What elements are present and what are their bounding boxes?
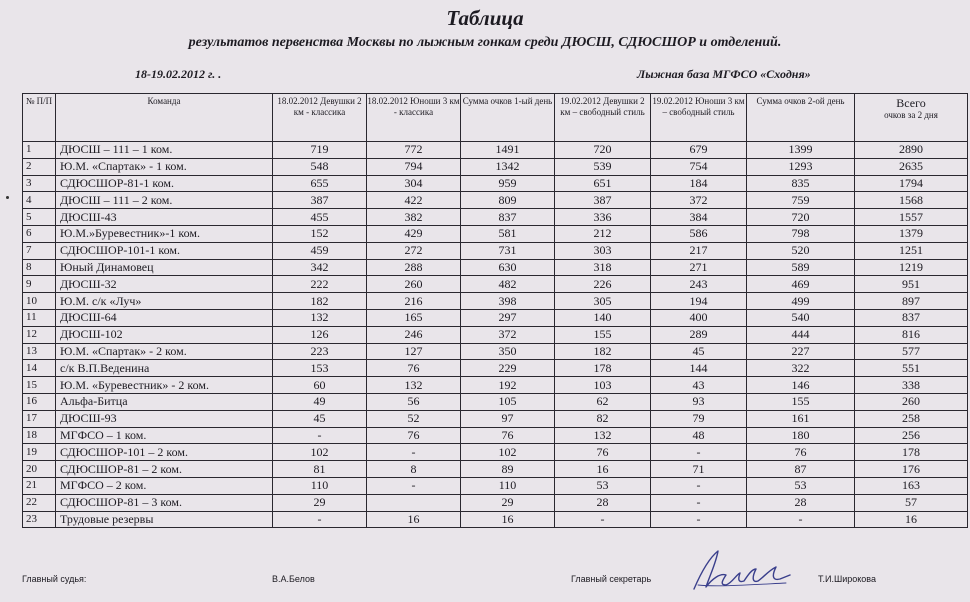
sum-day1-cell: 16 (461, 511, 555, 528)
day1-girls-cell: 60 (273, 377, 367, 394)
total-cell: 837 (855, 309, 968, 326)
sum-day1-cell: 350 (461, 343, 555, 360)
table-row (23, 461, 968, 478)
day2-boys-cell: - (651, 477, 747, 494)
team-name-cell: МГФСО – 2 ком. (56, 477, 273, 494)
day2-boys-cell: 271 (651, 259, 747, 276)
team-name-cell: Ю.М. «Спартак» - 2 ком. (56, 343, 273, 360)
day1-girls-cell: 455 (273, 209, 367, 226)
sum-day1-cell: 229 (461, 360, 555, 377)
day1-girls-cell: 102 (273, 444, 367, 461)
day1-boys-cell: 8 (367, 461, 461, 478)
sum-day1-cell: 105 (461, 393, 555, 410)
table-header-row (23, 94, 968, 142)
day2-girls-cell: 226 (555, 276, 651, 293)
sum-day2-cell: 444 (747, 326, 855, 343)
day2-boys-cell: 184 (651, 175, 747, 192)
day2-girls-cell: 178 (555, 360, 651, 377)
table-row (23, 175, 968, 192)
competition-date: 18-19.02.2012 г. . (135, 67, 222, 81)
sum-day1-cell: 731 (461, 242, 555, 259)
day2-girls-cell: 82 (555, 410, 651, 427)
day1-boys-cell: 76 (367, 360, 461, 377)
sum-day2-cell: 540 (747, 309, 855, 326)
row-number-cell: 17 (23, 410, 56, 427)
team-name-cell: Юный Динамовец (56, 259, 273, 276)
total-cell: 57 (855, 494, 968, 511)
total-cell: 551 (855, 360, 968, 377)
row-number-cell: 16 (23, 393, 56, 410)
table-row (23, 259, 968, 276)
col-header-total (855, 94, 968, 142)
day2-girls-cell: 318 (555, 259, 651, 276)
sum-day1-cell: 97 (461, 410, 555, 427)
table-row (23, 309, 968, 326)
day1-boys-cell: 772 (367, 142, 461, 159)
total-cell: 577 (855, 343, 968, 360)
day1-boys-cell: 16 (367, 511, 461, 528)
team-name-cell: Ю.М.»Буревестник»-1 ком. (56, 225, 273, 242)
team-name-cell: СДЮСШОР-101-1 ком. (56, 242, 273, 259)
sum-day2-cell: 322 (747, 360, 855, 377)
team-name-cell: Альфа-Битца (56, 393, 273, 410)
day2-girls-cell: 28 (555, 494, 651, 511)
table-row (23, 427, 968, 444)
day2-girls-cell: 539 (555, 158, 651, 175)
table-row (23, 444, 968, 461)
total-cell: 1219 (855, 259, 968, 276)
day2-boys-cell: 144 (651, 360, 747, 377)
day1-boys-cell: 429 (367, 225, 461, 242)
day1-boys-cell: 127 (367, 343, 461, 360)
day1-girls-cell: 152 (273, 225, 367, 242)
row-number-cell: 18 (23, 427, 56, 444)
day2-boys-cell: 754 (651, 158, 747, 175)
day2-girls-cell: 387 (555, 192, 651, 209)
judge-label: Главный судья: (22, 574, 87, 584)
day2-boys-cell: 217 (651, 242, 747, 259)
team-name-cell: СДЮСШОР-101 – 2 ком. (56, 444, 273, 461)
team-name-cell: ДЮСШ-93 (56, 410, 273, 427)
day2-girls-cell: 155 (555, 326, 651, 343)
day2-girls-cell: - (555, 511, 651, 528)
day1-girls-cell: 81 (273, 461, 367, 478)
total-cell: 16 (855, 511, 968, 528)
table-row (23, 343, 968, 360)
day1-boys-cell: 272 (367, 242, 461, 259)
day1-girls-cell: 182 (273, 293, 367, 310)
day2-boys-cell: 243 (651, 276, 747, 293)
sum-day2-cell: 1293 (747, 158, 855, 175)
sum-day1-cell: 89 (461, 461, 555, 478)
day2-girls-cell: 103 (555, 377, 651, 394)
team-name-cell: ДЮСШ – 111 – 1 ком. (56, 142, 273, 159)
sum-day2-cell: 53 (747, 477, 855, 494)
day2-boys-cell: 384 (651, 209, 747, 226)
table-row (23, 242, 968, 259)
sum-day2-cell: 798 (747, 225, 855, 242)
sum-day1-cell: 837 (461, 209, 555, 226)
total-cell: 951 (855, 276, 968, 293)
team-name-cell: ДЮСШ-102 (56, 326, 273, 343)
sum-day2-cell: 720 (747, 209, 855, 226)
team-name-cell: Ю.М. «Спартак» - 1 ком. (56, 158, 273, 175)
day1-girls-cell: 110 (273, 477, 367, 494)
sum-day1-cell: 372 (461, 326, 555, 343)
judge-name: В.А.Белов (272, 574, 315, 584)
day1-girls-cell: 222 (273, 276, 367, 293)
secretary-signature (686, 545, 796, 597)
team-name-cell: ДЮСШ-32 (56, 276, 273, 293)
sum-day1-cell: 76 (461, 427, 555, 444)
day1-boys-cell: 794 (367, 158, 461, 175)
sum-day1-cell: 581 (461, 225, 555, 242)
day1-girls-cell: 387 (273, 192, 367, 209)
table-row (23, 158, 968, 175)
total-cell: 338 (855, 377, 968, 394)
team-name-cell: ДЮСШ-43 (56, 209, 273, 226)
total-cell: 816 (855, 326, 968, 343)
col-header-day2-girls: 19.02.2012 Девушки 2 км – свободный стиль (555, 94, 651, 142)
day1-girls-cell: 132 (273, 309, 367, 326)
team-name-cell: ДЮСШ – 111 – 2 ком. (56, 192, 273, 209)
table-row (23, 511, 968, 528)
sum-day1-cell: 1342 (461, 158, 555, 175)
day2-girls-cell: 132 (555, 427, 651, 444)
table-row (23, 393, 968, 410)
sum-day2-cell: 759 (747, 192, 855, 209)
day1-girls-cell: 459 (273, 242, 367, 259)
total-cell: 178 (855, 444, 968, 461)
sum-day2-cell: 1399 (747, 142, 855, 159)
secretary-name: Т.И.Широкова (818, 574, 876, 584)
day2-girls-cell: 303 (555, 242, 651, 259)
team-name-cell: СДЮСШОР-81 – 2 ком. (56, 461, 273, 478)
row-number-cell: 20 (23, 461, 56, 478)
team-name-cell: Ю.М. «Буревестник» - 2 ком. (56, 377, 273, 394)
team-name-cell: СДЮСШОР-81 – 3 ком. (56, 494, 273, 511)
document-subtitle: результатов первенства Москвы по лыжным гонкам среди ДЮСШ, СДЮСШОР и отделений. (188, 35, 782, 50)
table-row (23, 477, 968, 494)
sum-day1-cell: 398 (461, 293, 555, 310)
day2-girls-cell: 720 (555, 142, 651, 159)
day1-girls-cell: - (273, 511, 367, 528)
table-row (23, 377, 968, 394)
day1-boys-cell: 260 (367, 276, 461, 293)
col-header-day2-boys: 19.02.2012 Юноши 3 км – свободный стиль (651, 94, 747, 142)
total-cell: 897 (855, 293, 968, 310)
day1-boys-cell: 76 (367, 427, 461, 444)
sum-day2-cell: 76 (747, 444, 855, 461)
col-header-sum-day2: Сумма очков 2-ой день (747, 94, 855, 142)
total-cell: 1557 (855, 209, 968, 226)
sum-day2-cell: 520 (747, 242, 855, 259)
table-row (23, 293, 968, 310)
day2-boys-cell: 194 (651, 293, 747, 310)
row-number-cell: 3 (23, 175, 56, 192)
day2-girls-cell: 76 (555, 444, 651, 461)
day2-boys-cell: 586 (651, 225, 747, 242)
total-cell: 1251 (855, 242, 968, 259)
table-row (23, 225, 968, 242)
day1-girls-cell: - (273, 427, 367, 444)
table-row (23, 410, 968, 427)
row-number-cell: 1 (23, 142, 56, 159)
day1-girls-cell: 153 (273, 360, 367, 377)
day1-boys-cell: 216 (367, 293, 461, 310)
day2-girls-cell: 651 (555, 175, 651, 192)
total-cell: 258 (855, 410, 968, 427)
day2-boys-cell: 45 (651, 343, 747, 360)
day1-girls-cell: 655 (273, 175, 367, 192)
col-header-day1-boys: 18.02.2012 Юноши 3 км - классика (367, 94, 461, 142)
results-body (23, 142, 968, 528)
day1-boys-cell: 304 (367, 175, 461, 192)
day1-boys-cell: 165 (367, 309, 461, 326)
day1-boys-cell: - (367, 477, 461, 494)
scan-speck (6, 196, 9, 199)
day1-boys-cell: 52 (367, 410, 461, 427)
total-cell: 163 (855, 477, 968, 494)
sum-day2-cell: 227 (747, 343, 855, 360)
col-header-total-sub: очков за 2 дня (884, 110, 938, 120)
day1-girls-cell: 126 (273, 326, 367, 343)
day1-boys-cell: 56 (367, 393, 461, 410)
row-number-cell: 11 (23, 309, 56, 326)
sum-day2-cell: 146 (747, 377, 855, 394)
row-number-cell: 10 (23, 293, 56, 310)
sum-day2-cell: 87 (747, 461, 855, 478)
row-number-cell: 14 (23, 360, 56, 377)
day1-girls-cell: 223 (273, 343, 367, 360)
table-row (23, 494, 968, 511)
total-cell: 1568 (855, 192, 968, 209)
row-number-cell: 12 (23, 326, 56, 343)
total-cell: 176 (855, 461, 968, 478)
total-cell: 260 (855, 393, 968, 410)
day2-girls-cell: 140 (555, 309, 651, 326)
day2-girls-cell: 182 (555, 343, 651, 360)
sum-day2-cell: 161 (747, 410, 855, 427)
day1-boys-cell: 288 (367, 259, 461, 276)
competition-place: Лыжная база МГФСО «Сходня» (637, 67, 811, 81)
total-cell: 2890 (855, 142, 968, 159)
row-number-cell: 22 (23, 494, 56, 511)
row-number-cell: 15 (23, 377, 56, 394)
team-name-cell: ДЮСШ-64 (56, 309, 273, 326)
team-name-cell: СДЮСШОР-81-1 ком. (56, 175, 273, 192)
sum-day1-cell: 482 (461, 276, 555, 293)
day2-boys-cell: 679 (651, 142, 747, 159)
team-name-cell: с/к В.П.Веденина (56, 360, 273, 377)
row-number-cell: 7 (23, 242, 56, 259)
sum-day1-cell: 809 (461, 192, 555, 209)
day1-girls-cell: 548 (273, 158, 367, 175)
day1-girls-cell: 719 (273, 142, 367, 159)
sum-day2-cell: 180 (747, 427, 855, 444)
table-row (23, 209, 968, 226)
day2-boys-cell: 43 (651, 377, 747, 394)
team-name-cell: МГФСО – 1 ком. (56, 427, 273, 444)
total-cell: 1794 (855, 175, 968, 192)
day2-girls-cell: 53 (555, 477, 651, 494)
day1-boys-cell: 382 (367, 209, 461, 226)
row-number-cell: 2 (23, 158, 56, 175)
total-cell: 1379 (855, 225, 968, 242)
day1-boys-cell: - (367, 444, 461, 461)
day2-boys-cell: 48 (651, 427, 747, 444)
day2-girls-cell: 16 (555, 461, 651, 478)
table-row (23, 276, 968, 293)
table-row (23, 192, 968, 209)
row-number-cell: 13 (23, 343, 56, 360)
day2-boys-cell: 372 (651, 192, 747, 209)
day2-boys-cell: 93 (651, 393, 747, 410)
row-number-cell: 9 (23, 276, 56, 293)
results-table (22, 93, 968, 528)
day2-boys-cell: - (651, 511, 747, 528)
day1-boys-cell (367, 494, 461, 511)
row-number-cell: 8 (23, 259, 56, 276)
row-number-cell: 5 (23, 209, 56, 226)
day2-girls-cell: 305 (555, 293, 651, 310)
row-number-cell: 23 (23, 511, 56, 528)
sum-day1-cell: 630 (461, 259, 555, 276)
col-header-day1-girls: 18.02.2012 Девушки 2 км - классика (273, 94, 367, 142)
row-number-cell: 21 (23, 477, 56, 494)
day2-girls-cell: 212 (555, 225, 651, 242)
col-header-total-main: Всего (896, 96, 926, 110)
day1-girls-cell: 29 (273, 494, 367, 511)
row-number-cell: 19 (23, 444, 56, 461)
sum-day1-cell: 29 (461, 494, 555, 511)
document-title: Таблица (446, 6, 524, 30)
day1-girls-cell: 342 (273, 259, 367, 276)
day2-boys-cell: 289 (651, 326, 747, 343)
day2-boys-cell: 79 (651, 410, 747, 427)
sum-day1-cell: 110 (461, 477, 555, 494)
day2-boys-cell: - (651, 444, 747, 461)
day2-boys-cell: 400 (651, 309, 747, 326)
sum-day1-cell: 297 (461, 309, 555, 326)
day1-boys-cell: 422 (367, 192, 461, 209)
team-name-cell: Трудовые резервы (56, 511, 273, 528)
day2-girls-cell: 62 (555, 393, 651, 410)
sum-day2-cell: 835 (747, 175, 855, 192)
day2-boys-cell: 71 (651, 461, 747, 478)
total-cell: 256 (855, 427, 968, 444)
row-number-cell: 6 (23, 225, 56, 242)
sum-day2-cell: - (747, 511, 855, 528)
day1-boys-cell: 246 (367, 326, 461, 343)
sum-day2-cell: 499 (747, 293, 855, 310)
day2-boys-cell: - (651, 494, 747, 511)
sum-day2-cell: 469 (747, 276, 855, 293)
sum-day2-cell: 28 (747, 494, 855, 511)
total-cell: 2635 (855, 158, 968, 175)
sum-day2-cell: 155 (747, 393, 855, 410)
day1-girls-cell: 49 (273, 393, 367, 410)
sum-day1-cell: 192 (461, 377, 555, 394)
day1-boys-cell: 132 (367, 377, 461, 394)
table-row (23, 360, 968, 377)
col-header-num: № П/П (23, 94, 56, 142)
table-row (23, 326, 968, 343)
sum-day1-cell: 102 (461, 444, 555, 461)
sum-day1-cell: 959 (461, 175, 555, 192)
sum-day1-cell: 1491 (461, 142, 555, 159)
day1-girls-cell: 45 (273, 410, 367, 427)
day2-girls-cell: 336 (555, 209, 651, 226)
col-header-team: Команда (56, 94, 273, 142)
row-number-cell: 4 (23, 192, 56, 209)
table-row (23, 142, 968, 159)
col-header-sum-day1: Сумма очков 1-ый день (461, 94, 555, 142)
secretary-label: Главный секретарь (571, 574, 652, 584)
sum-day2-cell: 589 (747, 259, 855, 276)
team-name-cell: Ю.М. с/к «Луч» (56, 293, 273, 310)
